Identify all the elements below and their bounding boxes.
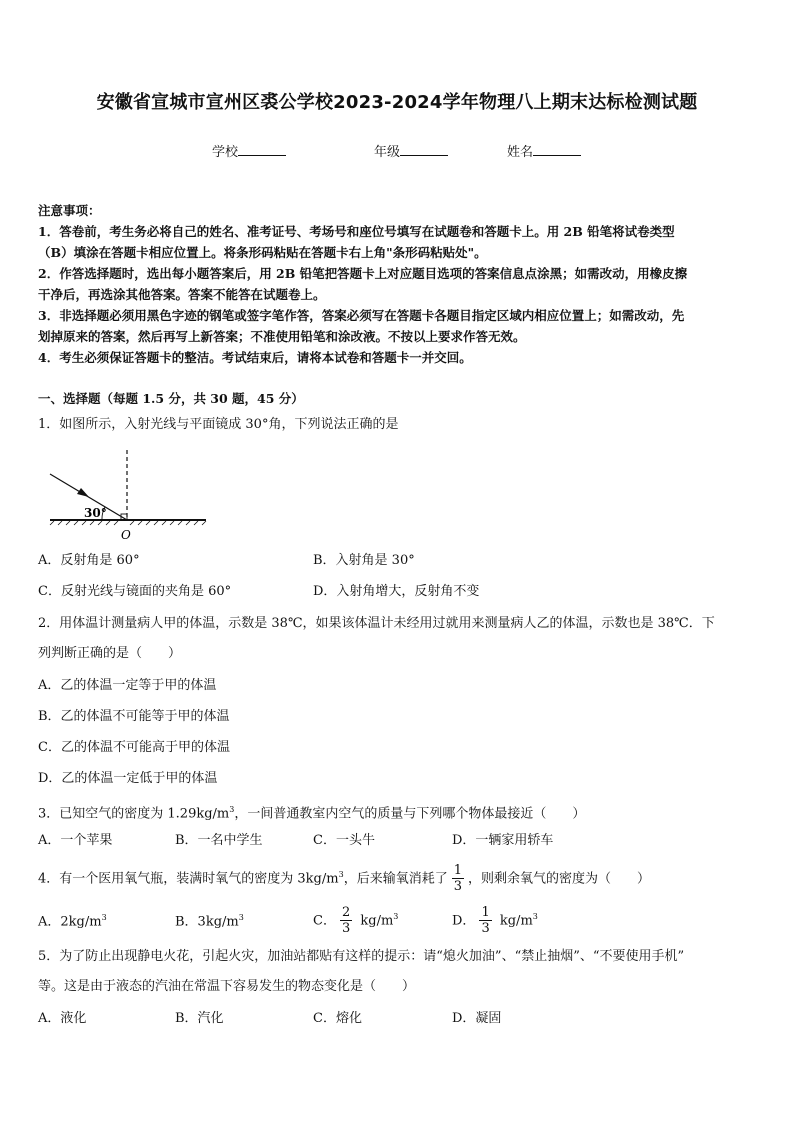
section-heading: 一、选择题（每题 1.5 分，共 30 题，45 分） [38, 391, 304, 406]
q5-option-d: D．凝固 [452, 1011, 502, 1026]
q2-stem-cont: 列判断正确的是（ ） [38, 646, 182, 661]
q3-option-c: C．一头牛 [313, 833, 375, 848]
q4-d-fraction [479, 905, 491, 936]
notice-line: 4．考生必须保证答题卡的整洁。考试结束后，请将本试卷和答题卡一并交回。 [38, 350, 472, 365]
unit-sup: 3 [393, 912, 399, 921]
q2-option-a: A．乙的体温一定等于甲的体温 [38, 678, 217, 693]
q2-stem: 2．用体温计测量病人甲的体温，示数是 38℃，如果该体温计未经用过就用来测量病人乙的体温，示数也是 38℃．下 [38, 616, 715, 631]
q4-option-d [452, 898, 538, 940]
q2-option-d: D．乙的体温一定低于甲的体温 [38, 771, 218, 786]
fraction-denominator: 3 [481, 921, 490, 937]
notice-line: 1．答卷前，考生务必将自己的姓名、准考证号、考场号和座位号填写在试题卷和答题卡上。用 2B 铅笔将试卷类型 [38, 224, 675, 239]
q4-option-b [175, 907, 244, 932]
q3-stem-part: 3．已知空气的密度为 1.29kg/m [38, 806, 230, 822]
fraction-numerator: 2 [341, 905, 351, 921]
grade-field [374, 141, 448, 160]
q5-stem-cont: 等。这是由于液态的汽油在常温下容易发生的物态变化是（ ） [38, 979, 416, 994]
q4-stem-part: ，后来输氧消耗了 [343, 871, 448, 887]
name-field [507, 141, 581, 160]
q5-stem: 5．为了防止出现静电火花，引起火灾，加油站都贴有这样的提示：请“熄火加油”、“禁止抽烟”、“不要使用手机” [38, 949, 685, 964]
q5-option-c: C．熔化 [313, 1011, 362, 1026]
q3-stem-part: ，一间普通教室内空气的质量与下列哪个物体最接近（ ） [234, 806, 586, 822]
q4-c-fraction [340, 905, 352, 936]
q2-option-c: C．乙的体温不可能高于甲的体温 [38, 740, 230, 755]
q5-option-b: B．汽化 [175, 1011, 224, 1026]
q1-option-a: A．反射角是 60° [38, 553, 140, 568]
fraction-denominator: 3 [453, 879, 462, 895]
q2-option-b: B．乙的体温不可能等于甲的体温 [38, 709, 230, 724]
grade-label: 年级 [374, 145, 401, 160]
q1-mirror-figure [44, 444, 214, 544]
option-prefix: C． [313, 913, 336, 929]
option-prefix: D． [452, 913, 476, 929]
q5-option-a: A．液化 [38, 1011, 87, 1026]
name-blank [533, 143, 581, 156]
q4-option-b-text: B．3kg/m [175, 914, 239, 930]
q4-fraction [452, 863, 464, 894]
q1-option-d: D．入射角增大，反射角不变 [313, 584, 480, 599]
q4-option-c [313, 898, 398, 940]
q4-stem-part: 4．有一个医用氧气瓶，装满时氧气的密度为 3kg/m [38, 871, 339, 887]
q4-option-a [38, 907, 107, 932]
notice-line: 2．作答选择题时，选出每小题答案后，用 2B 铅笔把答题卡上对应题目选项的答案信息点涂黑；如需改动，用橡皮擦 [38, 266, 688, 281]
q3-option-a: A．一个苹果 [38, 833, 113, 848]
unit-sup: 3 [532, 912, 538, 921]
school-label: 学校 [212, 145, 239, 160]
notice-line: （B）填涂在答题卡相应位置上。将条形码粘贴在答题卡右上角"条形码粘贴处"。 [38, 245, 487, 260]
q1-stem: 1．如图所示，入射光线与平面镜成 30°角，下列说法正确的是 [38, 417, 399, 432]
q1-option-c: C．反射光线与镜面的夹角是 60° [38, 584, 232, 599]
unit: kg/m [360, 913, 394, 929]
unit-sup: 3 [101, 913, 107, 922]
q4-stem-part: ，则剩余氧气的密度为（ ） [467, 871, 650, 887]
mirror-hatching [50, 521, 206, 525]
grade-blank [400, 143, 448, 156]
q4-stem-sup: 3 [338, 870, 344, 879]
notice-line: 划掉原来的答案，然后再写上新答案；不准使用铅笔和涂改液。不按以上要求作答无效。 [38, 329, 526, 344]
name-label: 姓名 [507, 145, 534, 160]
page-title: 安徽省宣城市宣州区裘公学校2023-2024学年物理八上期末达标检测试题 [96, 92, 698, 113]
point-label-o: O [121, 528, 131, 542]
q3-option-d: D．一辆家用轿车 [452, 833, 554, 848]
fraction-numerator: 1 [453, 863, 462, 879]
notice-heading: 注意事项： [38, 203, 101, 218]
q1-option-b: B．入射角是 30° [313, 553, 415, 568]
notice-line: 干净后，再选涂其他答案。答案不能答在试题卷上。 [38, 287, 326, 302]
school-blank [238, 143, 286, 156]
q4-stem [38, 858, 758, 896]
fraction-denominator: 3 [341, 921, 351, 937]
ray-arrow-icon [77, 488, 89, 497]
q4-option-a-text: A．2kg/m [38, 914, 102, 930]
q3-option-b: B．一名中学生 [175, 833, 263, 848]
notice-line: 3．非选择题必须用黑色字迹的钢笔或签字笔作答，答案必须写在答题卡各题目指定区域内相应位置上；如需改动，先 [38, 308, 685, 323]
angle-label: 30° [84, 506, 107, 520]
unit: kg/m [499, 913, 533, 929]
q3-stem-sup: 3 [229, 805, 235, 814]
q3-stem [38, 799, 758, 824]
fraction-numerator: 1 [481, 905, 490, 921]
unit-sup: 3 [238, 913, 244, 922]
school-field [212, 141, 286, 160]
